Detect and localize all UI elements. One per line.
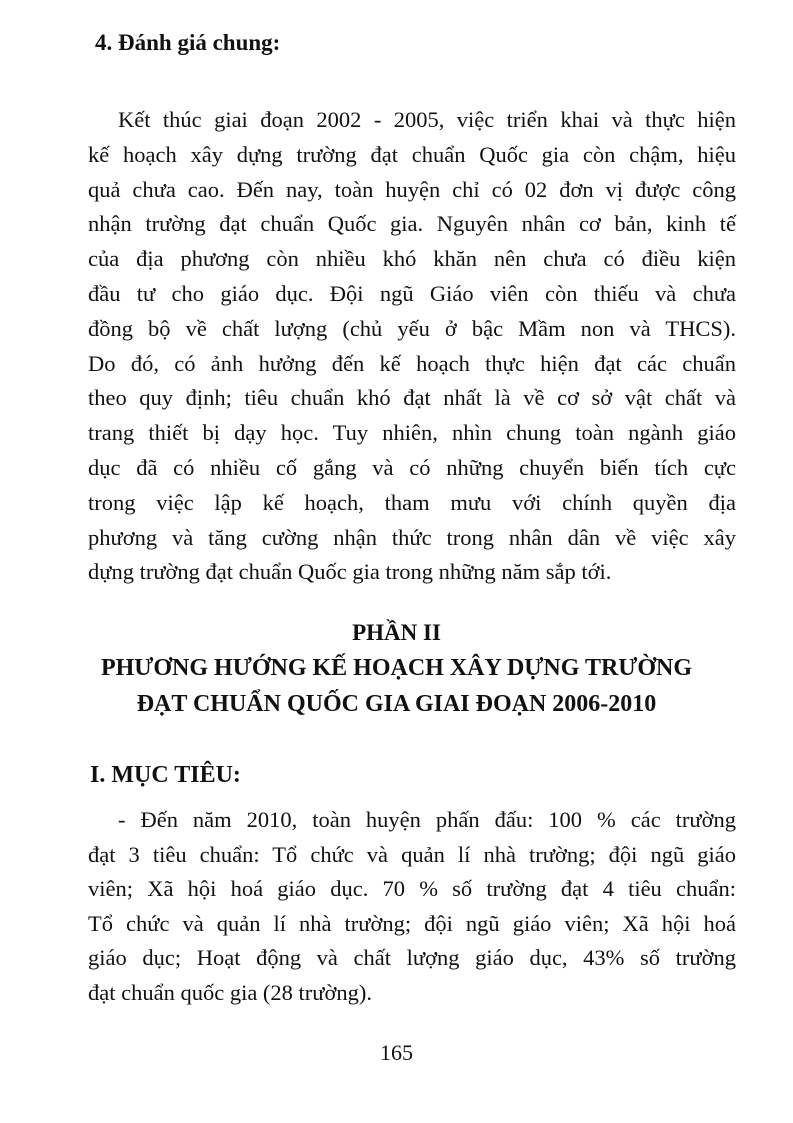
text-line: của địa phương còn nhiều khó khăn nên chưa có điều kiện <box>88 246 736 272</box>
text-line: Tổ chức và quản lí nhà trường; đội ngũ giáo viên; Xã hội hoá <box>88 910 736 936</box>
text-line: trang thiết bị dạy học. Tuy nhiên, nhìn chung toàn ngành giáo <box>88 420 736 446</box>
text-line: phương và tăng cường nhận thức trong nhân dân về việc xây <box>88 524 736 550</box>
text-line: đồng bộ về chất lượng (chủ yếu ở bậc Mầm non và THCS). <box>88 315 736 341</box>
text-line: theo quy định; tiêu chuẩn khó đạt nhất là về cơ sở vật chất và <box>88 385 736 411</box>
text-line: đạt chuẩn quốc gia (28 trường). <box>88 980 373 1005</box>
text-line: đầu tư cho giáo dục. Đội ngũ Giáo viên còn thiếu và chưa <box>88 281 736 306</box>
page-number: 165 <box>380 1040 413 1065</box>
text-line: Do đó, có ảnh hưởng đến kế hoạch thực hiện đạt các chuẩn <box>88 350 736 376</box>
text-line: giáo dục; Hoạt động và chất lượng giáo dục, 43% số trường <box>88 945 736 971</box>
part-label: PHẦN II <box>352 620 441 645</box>
text-line: Kết thúc giai đoạn 2002 - 2005, việc triển khai và thực hiện <box>118 107 736 132</box>
text-line: nhận trường đạt chuẩn Quốc gia. Nguyên nhân cơ bản, kinh tế <box>88 211 736 237</box>
part-title-line1: PHƯƠNG HƯỚNG KẾ HOẠCH XÂY DỰNG TRƯỜNG <box>100 655 693 681</box>
part-title-line2: ĐẠT CHUẨN QUỐC GIA GIAI ĐOẠN 2006-2010 <box>136 691 657 717</box>
text-line: dục đã có nhiều cố gắng và có những chuyển biến tích cực <box>88 455 736 480</box>
text-line: viên; Xã hội hoá giáo dục. 70 % số trường đạt 4 tiêu chuẩn: <box>88 876 736 902</box>
text-line: trong việc lập kế hoạch, tham mưu với chính quyền địa <box>88 489 736 515</box>
text-line: đạt 3 tiêu chuẩn: Tổ chức và quản lí nhà trường; đội ngũ giáo <box>88 841 736 867</box>
text-line: - Đến năm 2010, toàn huyện phấn đấu: 100 % các trường <box>118 807 736 832</box>
objectives-heading: I. MỤC TIÊU: <box>90 762 241 788</box>
text-line: dựng trường đạt chuẩn Quốc gia trong những năm sắp tới. <box>88 559 612 585</box>
text-line: kế hoạch xây dựng trường đạt chuẩn Quốc gia còn chậm, hiệu <box>88 141 736 167</box>
section-heading: 4. Đánh giá chung: <box>95 30 281 55</box>
text-line: quả chưa cao. Đến nay, toàn huyện chỉ có 02 đơn vị được công <box>88 176 736 202</box>
